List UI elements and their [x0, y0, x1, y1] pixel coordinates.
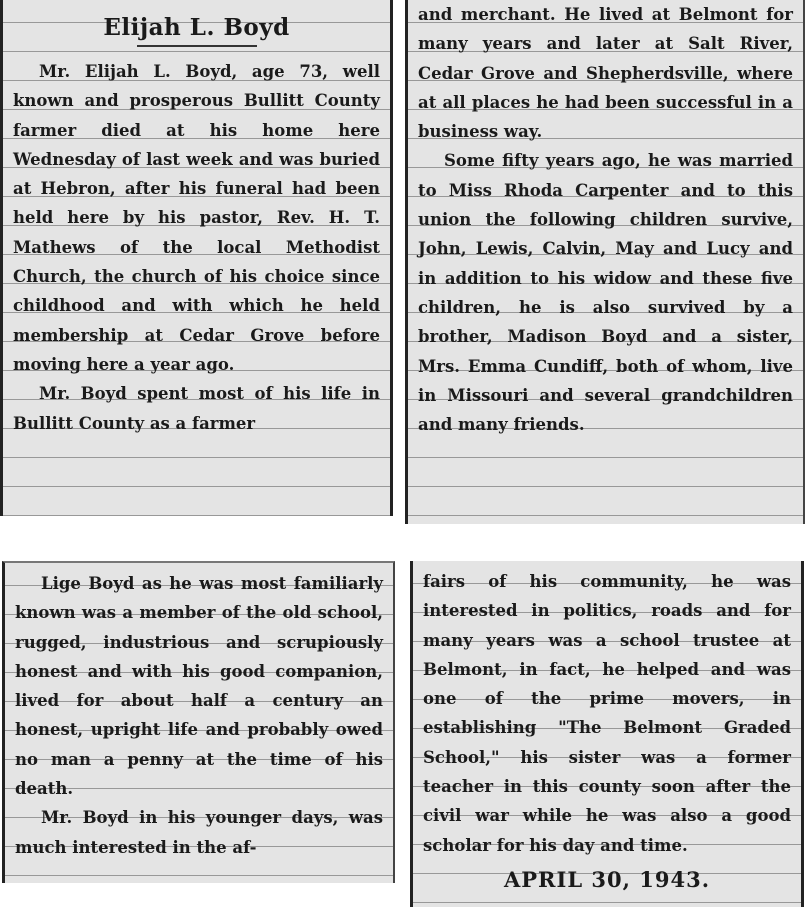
clipping-top-right: [405, 0, 805, 524]
paragraph-7: fairs of his community, he was interested in politics, roads and for many years was a school trustee at Belmont, in fact, he helped and was one of the prime movers, in establishing "The Belmont Graded School," his sister was a former teacher in this county soon after the civil war while he was also a good scholar for his day and time.: [423, 572, 791, 855]
headline: Elijah L. Boyd: [103, 14, 290, 41]
paragraph-5: Lige Boyd as he was most familiarly known was a member of the old school, rugged, industrious and scrupiously honest and with his good companion, lived for about half a century an honest, upright life and probably owed no man a penny at the time of his death.: [15, 574, 383, 799]
paragraph-4: Some fifty years ago, he was married to Miss Rhoda Carpenter and to this union the following children survive, John, Lewis, Calvin, May and Lucy and in addition to his widow and these five children, he is also survived by a brother, Madison Boyd and a sister, Mrs. Emma Cundiff, both of whom, live in Missouri and several grandchildren and many friends.: [418, 151, 793, 435]
paragraph-3: and merchant. He lived at Belmont for many years and later at Salt River, Cedar Grove and Shepherdsville, where at all places he had been successful in a business way.: [418, 5, 793, 142]
paragraph-6: Mr. Boyd in his younger days, was much interested in the af-: [15, 808, 383, 857]
clipping-bottom-left: [2, 561, 395, 883]
clipping-top-left: [0, 0, 393, 516]
paragraph-1: Mr. Elijah L. Boyd, age 73, well known and prosperous Bullitt County farmer died at his home here Wednesday of last week and was buried at Hebron, after his funeral had been held here by his pastor, Rev. H. T. Mathews of the local Methodist Church, the church of his choice since childhood and with which he held membership at Cedar Grove before moving here a year ago.: [13, 62, 380, 374]
headline-rule: [137, 45, 257, 47]
dateline: APRIL 30, 1943.: [503, 866, 711, 892]
clipping-bottom-right: [410, 561, 804, 907]
paragraph-2: Mr. Boyd spent most of his life in Bullitt County as a farmer: [13, 384, 380, 433]
